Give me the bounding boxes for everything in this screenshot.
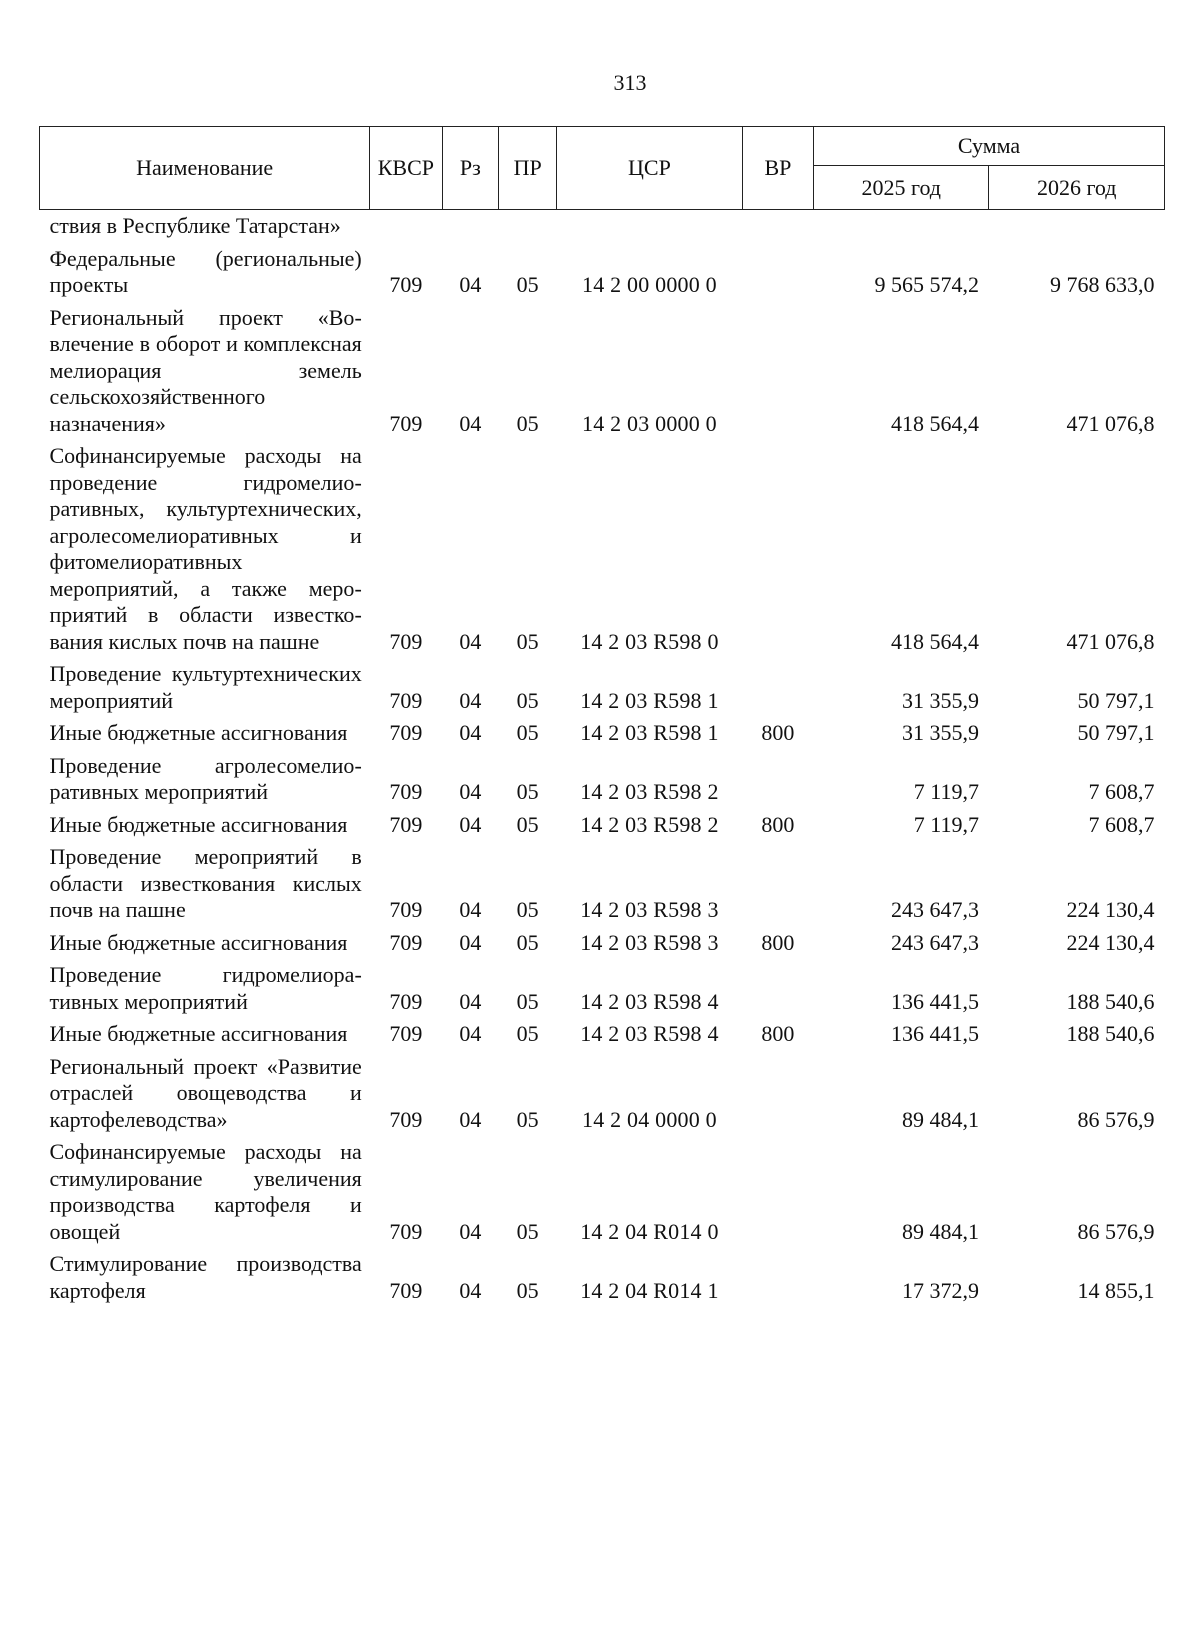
row-amount-2026: 471 076,8 bbox=[1066, 410, 1155, 436]
row-kvsr: 709 bbox=[389, 811, 423, 837]
table-row bbox=[40, 806, 1165, 839]
row-pr bbox=[499, 210, 557, 240]
row-name: Федеральные (региональные) проекты bbox=[49, 245, 362, 297]
row-amount-2026: 14 855,1 bbox=[1077, 1277, 1155, 1303]
row-pr: 05 bbox=[516, 410, 539, 436]
row-vr bbox=[742, 655, 813, 714]
row-rz: 04 bbox=[459, 1021, 482, 1046]
row-csr: 14 2 03 R598 3 bbox=[580, 897, 719, 922]
row-kvsr: 709 bbox=[389, 687, 423, 713]
row-rz: 04 bbox=[459, 811, 482, 837]
table-row bbox=[40, 1015, 1165, 1048]
row-csr: 14 2 03 R598 1 bbox=[580, 687, 719, 713]
row-amount-2026: 86 576,9 bbox=[1077, 1106, 1155, 1132]
row-vr bbox=[742, 956, 813, 1015]
header-kvsr: КВСР bbox=[370, 127, 442, 210]
row-kvsr: 709 bbox=[389, 720, 423, 745]
table-header bbox=[40, 127, 1165, 210]
table-row bbox=[40, 1245, 1165, 1304]
row-csr: 14 2 00 0000 0 bbox=[582, 272, 717, 297]
table-row bbox=[40, 655, 1165, 714]
row-amount-2025: 17 372,9 bbox=[901, 1277, 979, 1303]
row-vr bbox=[742, 240, 813, 299]
header-year-2025: 2025 год bbox=[814, 166, 989, 210]
row-vr bbox=[742, 1048, 813, 1134]
table-row bbox=[40, 240, 1165, 299]
row-pr: 05 bbox=[516, 1021, 539, 1046]
row-csr: 14 2 03 R598 4 bbox=[580, 1021, 719, 1046]
row-vr bbox=[742, 747, 813, 806]
row-vr: 800 bbox=[761, 811, 795, 837]
row-amount-2026: 7 608,7 bbox=[1088, 811, 1155, 837]
row-rz: 04 bbox=[459, 929, 482, 955]
row-rz: 04 bbox=[459, 410, 482, 436]
row-csr: 14 2 03 R598 2 bbox=[580, 811, 719, 837]
row-kvsr: 709 bbox=[389, 1021, 423, 1046]
row-amount-2026: 224 130,4 bbox=[1066, 929, 1155, 955]
row-amount-2026: 224 130,4 bbox=[1066, 897, 1155, 922]
row-amount-2025: 9 565 574,2 bbox=[874, 272, 979, 297]
table-row bbox=[40, 714, 1165, 747]
row-name: Иные бюджетные ассигнования bbox=[49, 811, 348, 837]
row-kvsr bbox=[370, 210, 442, 240]
row-vr: 800 bbox=[761, 720, 795, 745]
page-number: 313 bbox=[613, 70, 647, 95]
budget-table bbox=[39, 126, 1165, 1304]
row-name: ствия в Республике Татарстан» bbox=[49, 213, 341, 238]
table-row bbox=[40, 924, 1165, 957]
row-kvsr: 709 bbox=[389, 628, 423, 654]
row-amount-2026: 188 540,6 bbox=[1066, 988, 1155, 1014]
row-amount-2026: 9 768 633,0 bbox=[1050, 272, 1155, 297]
row-kvsr: 709 bbox=[389, 1218, 423, 1244]
row-csr: 14 2 03 R598 4 bbox=[580, 988, 719, 1014]
table-row bbox=[40, 747, 1165, 806]
row-pr: 05 bbox=[516, 272, 539, 297]
row-amount-2026: 50 797,1 bbox=[1077, 687, 1155, 713]
row-rz: 04 bbox=[459, 628, 482, 654]
row-rz bbox=[442, 210, 499, 240]
row-name: Региональный проект «Развитие отраслей овощеводства и картофелеводства» bbox=[49, 1053, 362, 1132]
row-csr: 14 2 03 0000 0 bbox=[582, 410, 717, 436]
row-amount-2025: 7 119,7 bbox=[913, 779, 979, 804]
row-csr: 14 2 03 R598 1 bbox=[580, 720, 719, 745]
row-amount-2025: 136 441,5 bbox=[890, 1021, 979, 1046]
row-kvsr: 709 bbox=[389, 272, 423, 297]
row-kvsr: 709 bbox=[389, 410, 423, 436]
row-name: Проведение гидромелиоративных мероприятий bbox=[49, 962, 362, 1014]
header-pr: ПР bbox=[499, 127, 557, 210]
row-name: Иные бюджетные ассигнования bbox=[49, 720, 348, 745]
table-row bbox=[40, 838, 1165, 924]
row-amount-2025 bbox=[814, 210, 989, 240]
row-amount-2025: 243 647,3 bbox=[890, 897, 979, 922]
row-rz: 04 bbox=[459, 988, 482, 1014]
row-vr bbox=[742, 437, 813, 655]
row-name: Проведение культуртехнических мероприятий bbox=[49, 661, 362, 713]
row-csr: 14 2 04 R014 1 bbox=[580, 1277, 719, 1303]
row-amount-2025: 418 564,4 bbox=[890, 628, 979, 654]
row-amount-2025: 136 441,5 bbox=[890, 988, 979, 1014]
row-csr: 14 2 04 R014 0 bbox=[580, 1218, 719, 1244]
row-kvsr: 709 bbox=[389, 1106, 423, 1132]
row-pr: 05 bbox=[516, 720, 539, 745]
row-rz: 04 bbox=[459, 1277, 482, 1303]
row-csr: 14 2 03 R598 0 bbox=[580, 628, 719, 654]
row-amount-2025: 7 119,7 bbox=[913, 811, 979, 837]
row-amount-2026: 188 540,6 bbox=[1066, 1021, 1155, 1046]
row-vr: 800 bbox=[761, 1021, 795, 1046]
row-vr bbox=[742, 1245, 813, 1304]
row-vr bbox=[742, 1133, 813, 1245]
row-amount-2025: 31 355,9 bbox=[901, 687, 979, 713]
table-body bbox=[40, 210, 1165, 1305]
row-amount-2026: 471 076,8 bbox=[1066, 628, 1155, 654]
table-row bbox=[40, 1133, 1165, 1245]
header-csr: ЦСР bbox=[557, 127, 743, 210]
row-csr bbox=[557, 210, 743, 240]
row-kvsr: 709 bbox=[389, 929, 423, 955]
row-kvsr: 709 bbox=[389, 897, 423, 922]
table-row bbox=[40, 1048, 1165, 1134]
row-kvsr: 709 bbox=[389, 988, 423, 1014]
row-amount-2025: 243 647,3 bbox=[890, 929, 979, 955]
row-amount-2026 bbox=[989, 210, 1165, 240]
table-row bbox=[40, 956, 1165, 1015]
row-kvsr: 709 bbox=[389, 779, 423, 804]
row-pr: 05 bbox=[516, 988, 539, 1014]
row-name: Софинансируемые расходы на стимулирование увеличения производства картофеля и овощей bbox=[49, 1139, 362, 1244]
header-vr: ВР bbox=[742, 127, 813, 210]
header-sum: Сумма bbox=[814, 127, 1165, 166]
table-row bbox=[40, 299, 1165, 438]
table-row bbox=[40, 437, 1165, 655]
row-amount-2025: 418 564,4 bbox=[890, 410, 979, 436]
row-rz: 04 bbox=[459, 1218, 482, 1244]
row-amount-2025: 89 484,1 bbox=[901, 1106, 979, 1132]
row-rz: 04 bbox=[459, 272, 482, 297]
header-rz: Рз bbox=[442, 127, 499, 210]
row-pr: 05 bbox=[516, 1218, 539, 1244]
row-amount-2025: 31 355,9 bbox=[901, 720, 979, 745]
row-vr bbox=[742, 299, 813, 438]
row-amount-2025: 89 484,1 bbox=[901, 1218, 979, 1244]
row-pr: 05 bbox=[516, 687, 539, 713]
header-name: Наименование bbox=[40, 127, 370, 210]
row-csr: 14 2 03 R598 3 bbox=[580, 929, 719, 955]
row-vr: 800 bbox=[761, 929, 795, 955]
header-year-2026: 2026 год bbox=[989, 166, 1165, 210]
row-vr bbox=[742, 838, 813, 924]
row-pr: 05 bbox=[516, 1106, 539, 1132]
row-pr: 05 bbox=[516, 1277, 539, 1303]
row-amount-2026: 86 576,9 bbox=[1077, 1218, 1155, 1244]
row-pr: 05 bbox=[516, 628, 539, 654]
row-pr: 05 bbox=[516, 811, 539, 837]
row-name: Региональный проект «Вовлечение в оборот и комплексная мелиорация земель сельскохозяйственного назначения» bbox=[49, 304, 362, 436]
row-name: Софинансируемые расходы на проведение гидромелиоративных, культуртехнических, агролесомелиоративных и фитомелиоративных мероприятий, а также мероприятий в области известкования кислых почв на пашне bbox=[49, 443, 362, 654]
table-row bbox=[40, 210, 1165, 240]
row-rz: 04 bbox=[459, 897, 482, 922]
row-csr: 14 2 03 R598 2 bbox=[580, 779, 719, 804]
row-pr: 05 bbox=[516, 929, 539, 955]
row-pr: 05 bbox=[516, 779, 539, 804]
row-rz: 04 bbox=[459, 1106, 482, 1132]
row-name: Иные бюджетные ассигнования bbox=[49, 1021, 348, 1046]
row-vr bbox=[742, 210, 813, 240]
row-amount-2026: 50 797,1 bbox=[1077, 720, 1155, 745]
row-rz: 04 bbox=[459, 687, 482, 713]
row-csr: 14 2 04 0000 0 bbox=[582, 1106, 717, 1132]
row-name: Проведение мероприятий в области известкования кислых почв на пашне bbox=[49, 844, 362, 922]
row-name: Стимулирование производства картофеля bbox=[49, 1251, 362, 1303]
row-name: Проведение агролесомелиоративных мероприятий bbox=[49, 752, 362, 804]
row-amount-2026: 7 608,7 bbox=[1088, 779, 1155, 804]
row-kvsr: 709 bbox=[389, 1277, 423, 1303]
row-name: Иные бюджетные ассигнования bbox=[49, 929, 348, 955]
row-rz: 04 bbox=[459, 720, 482, 745]
row-rz: 04 bbox=[459, 779, 482, 804]
row-pr: 05 bbox=[516, 897, 539, 922]
